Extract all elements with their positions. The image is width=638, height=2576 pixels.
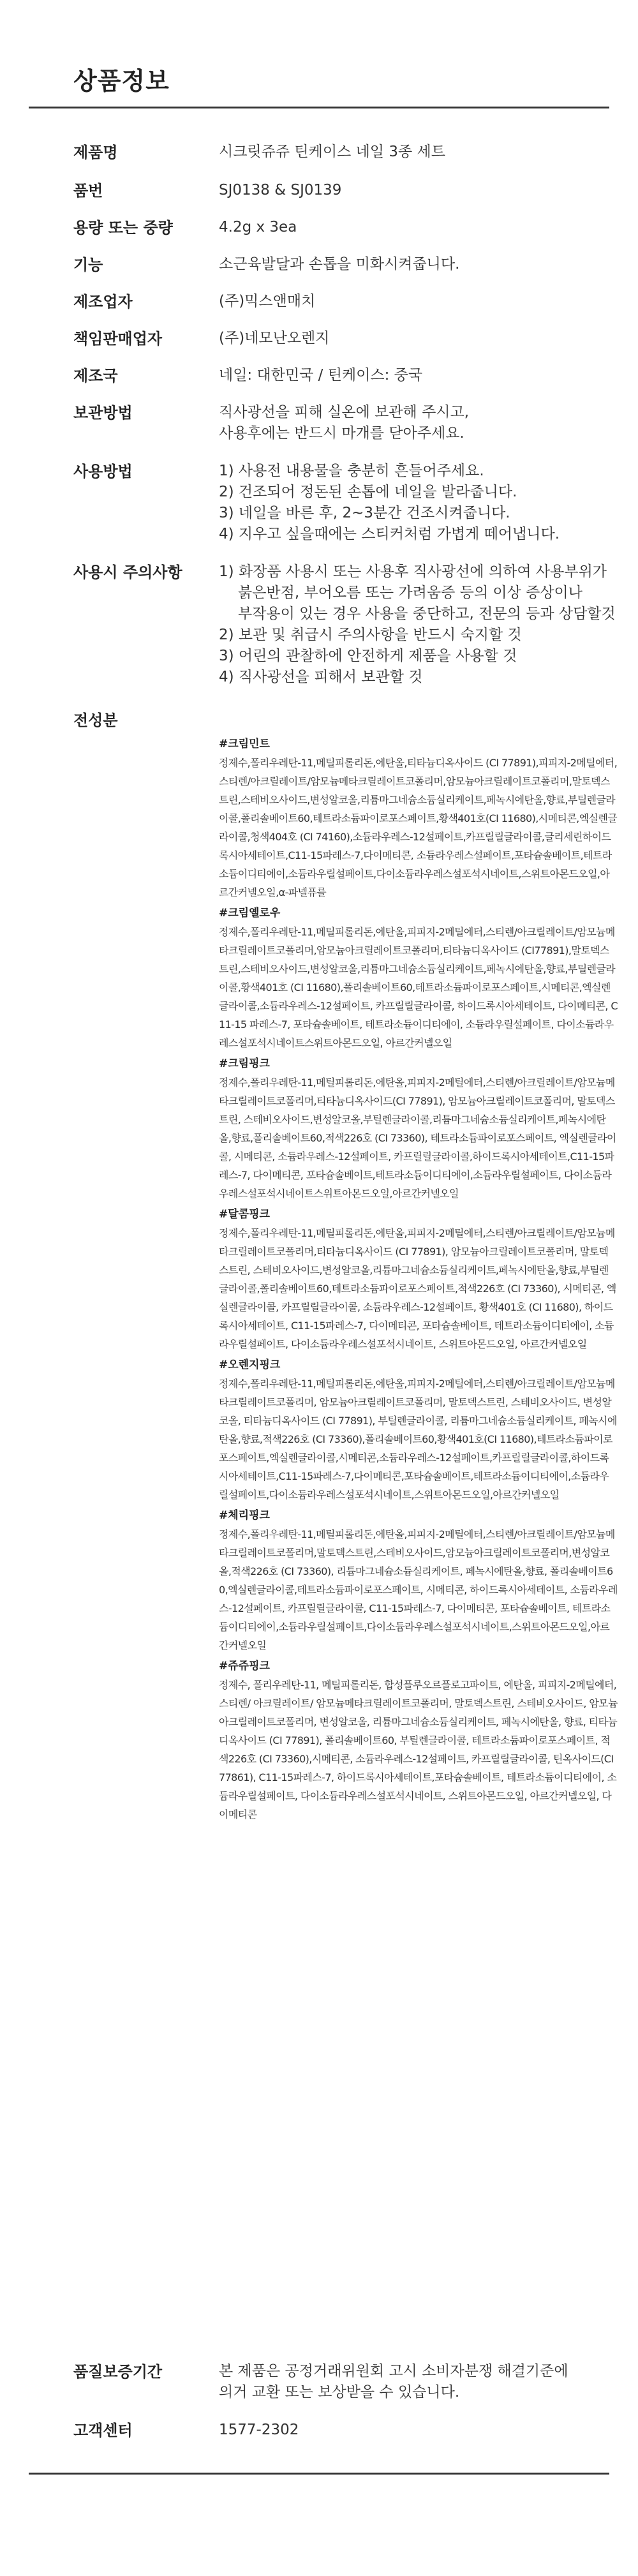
ingredient-name: #달콤핑크 [219, 1208, 270, 1221]
country-label: 제조국 [73, 367, 118, 385]
bottom-divider [29, 2473, 609, 2475]
manufacturer-value: (주)믹스앤매치 [219, 293, 316, 309]
ingredient-name: #크림옐로우 [219, 907, 281, 919]
product-name-value: 시크릿쥬쥬 틴케이스 네일 3종 세트 [219, 144, 445, 160]
page-title: 상품정보 [73, 67, 170, 95]
caution-line: 부작용이 있는 경우 사용을 중단하고, 전문의 등과 상담할것 [238, 606, 616, 622]
capacity-value: 4.2g x 3ea [219, 219, 297, 235]
warranty-label: 품질보증기간 [73, 2363, 163, 2381]
top-divider [29, 107, 609, 108]
usage-label: 사용방법 [73, 463, 133, 480]
ingredient-text: 정제수,폴리우레탄-11,메틸피롤리돈,에탄올,티타늄디옥사이드 (CI 77891),피피지-2메틸에터,스티렌/아크릴레이트/암모늄메타크릴레이트코폴리머,암모늄아크릴레이트코폴리머,말토덱스트린,스테비오사이드,변성알코올,리튬마그네슘소듐실리케이트,페녹시에탄올,향료,부틸렌글라이콜,폴리솔베이트60,테트라소듐파이로포스페이트,황색401호(CI 11680),시메티콘,엑실렌글라이콜,청색404호 (CI 74160),소듐라우레스-12설페이트,카프릴릴글라이콜,글리세린하이드록시아세테이트,C11-15파레스-7,다이메티콘, 소듐라우레스설페이트,포타슘솔베이트,테트라소듐이디티에이,소듐라우릴설페이트,다이소듐라우레스설포석시네이트,스위트아몬드오일,아르간커넬오일,α-파넬퓨를 [219, 757, 618, 898]
ingredient-text: 정제수,폴리우레탄-11,메틸피롤리돈,에탄올,피피지-2메틸에터,스티렌/아크릴레이트/암모늄메타크릴레이트코폴리머,말토덱스트린,스테비오사이드,암모늄아크릴레이트코폴리머,변성알코올,적색226호 (CI 73360), 리튬마그네슘소듐실리케이트, 페녹시에탄올,향료, 폴리솔베이트60,엑실렌글라이콜,테트라소듐파이로포스페이트, 시메티콘, 하이드록시아세테이트, 소듐라우레스-12설페이트, 카프릴릴글라이콜, C11-15파레스-7, 다이메티콘, 포타슘솔베이트, 테트라소듐이디티에이,소듐라우릴설페이트,다이소듐라우레스설포석시네이트,스위트아몬드오일,아르간커넬오일 [219, 1528, 618, 1651]
ingredient-name: #쥬쥬핑크 [219, 1660, 270, 1672]
ingredient-name: #체리핑크 [219, 1509, 270, 1522]
cs-label: 고객센터 [73, 2422, 133, 2439]
usage-step: 4) 지우고 싶을때에는 스티커처럼 가볍게 떼어냅니다. [219, 526, 560, 542]
usage-value [219, 461, 614, 545]
ingredient-name: #크림핑크 [219, 1057, 270, 1070]
usage-step: 2) 건조되어 정돈된 손톱에 네일을 발라줍니다. [219, 484, 517, 500]
seller-label: 책임판매업자 [73, 330, 163, 348]
function-label: 기능 [73, 256, 103, 274]
storage-label: 보관방법 [73, 404, 133, 422]
function-value: 소근육발달과 손톱을 미화시켜줍니다. [219, 256, 460, 272]
product-name-label: 제품명 [73, 144, 118, 161]
caution-line: 붉은반점, 부어오름 또는 가려움증 등의 이상 증상이나 [238, 584, 582, 601]
ingredient-text: 정제수,폴리우레탄-11,메틸피롤리돈,에탄올,피피지-2메틸에터,스티렌/아크릴레이트/암모늄메타크릴레이트코폴리머,티타늄디옥사이드 (CI 77891), 암모늄아크릴레이트코폴리머, 말토덱스트린, 스테비오사이드,변성알코올,리튬마그네슘소듐실리케이트,페녹시에탄올,향료,부틸렌글라이콜,폴리솔베이트60,테트라소듐파이로포스페이트,적색226호 (CI 73360), 시메티콘, 엑실렌글라이콜, 카프릴릴글라이콜, 소듐라우레스-12설페이트, 황색401호 (CI 11680), 하이드록시아세테이트, C11-15파레스-7, 다이메티콘, 포타슘솔베이트, 테트라소듐이디티에이, 소듐라우릴설페이트, 다이소듐라우레스설포석시네이트, 스위트아몬드오일, 아르간커넬오일 [219, 1227, 616, 1350]
warranty-line: 의거 교환 또는 보상받을 수 있습니다. [219, 2384, 460, 2401]
caution-line: 3) 어린의 관찰하에 안전하게 제품을 사용할 것 [219, 648, 517, 664]
seller-value: (주)네모난오렌지 [219, 330, 330, 346]
country-value: 네일: 대한민국 / 틴케이스: 중국 [219, 367, 423, 383]
storage-value [219, 402, 614, 444]
caution-value [219, 562, 614, 688]
caution-line: 2) 보관 및 취급시 주의사항을 반드시 숙지할 것 [219, 627, 522, 643]
ingredients-list [219, 735, 618, 1826]
manufacturer-label: 제조업자 [73, 293, 133, 311]
caution-label: 사용시 주의사항 [73, 563, 182, 581]
usage-step: 3) 네일을 바른 후, 2~3분간 건조시켜줍니다. [219, 505, 510, 521]
ingredient-name: #오렌지핑크 [219, 1359, 281, 1371]
warranty-value [219, 2361, 614, 2403]
warranty-line: 본 제품은 공정거래위원회 고시 소비자분쟁 해결기준에 [219, 2363, 568, 2379]
model-value: SJ0138 & SJ0139 [219, 182, 342, 198]
usage-step: 1) 사용전 내용물을 충분히 흔들어주세요. [219, 463, 484, 479]
ingredient-text: 정제수,폴리우레탄-11,메틸피롤리돈,에탄올,피피지-2메틸에터,스티렌/아크릴레이트/암모늄메타크릴레이트코폴리머,티타늄디옥사이드(CI 77891), 암모늄아크릴레이트코폴리머, 말토덱스트린, 스테비오사이드,변성알코올,부틸렌글라이콜,리튬마그네슘소듐실리케이트,페녹시에탄올,향료,폴리솔베이트60,적색226호 (CI 73360), 테트라소듐파이로포스페이트, 엑실렌글라이콜, 시메티콘, 소듐라우레스-12설페이트, 카프릴릴글라이콜,하이드록시아세테이트,C11-15파레스-7, 다이메티콘, 포타슘솔베이트,테트라소듐이디티에이,소듐라우릴설페이트, 다이소듐라우레스설포석시네이트스위트아몬드오일,아르간커넬오일 [219, 1076, 616, 1200]
cs-phone: 1577-2302 [219, 2422, 299, 2438]
capacity-label: 용량 또는 중량 [73, 219, 173, 237]
caution-line: 1) 화장품 사용시 또는 사용후 직사광선에 의하여 사용부위가 [219, 563, 607, 580]
ingredients-label: 전성분 [73, 711, 118, 729]
model-label: 품번 [73, 182, 103, 200]
storage-line: 사용후에는 반드시 마개를 닫아주세요. [219, 425, 464, 442]
caution-line: 4) 직사광선을 피해서 보관할 것 [219, 669, 423, 685]
ingredient-text: 정제수,폴리우레탄-11,메틸피롤리돈,에탄올,피피지-2메틸에터,스티렌/아크릴레이트/암모늄메타크릴레이트코폴리머, 암모늄아크릴레이트코폴리머, 말토덱스트린, 스테비오사이드, 변성알코올, 티타늄디옥사이드 (CI 77891), 부틸렌글라이콜, 리튬마그네슘소듐실리케이트, 페녹시에탄올,향료,적색226호 (CI 73360),폴리솔베이트60,황색401호(CI 11680),테트라소듐파이로포스페이트,엑실렌글라이콜,시메티콘,소듐라우레스-12설페이트,카프릴릴글라이콜,하이드록시아세테이트,C11-15파레스-7,다이메티콘,포타슘솔베이트,테트라소듐이디티에이,소듐라우릴설페이트,다이소듐라우레스설포석시네이트,스위트아몬드오일,아르간커넬오일 [219, 1378, 617, 1501]
ingredient-text: 정제수, 폴리우레탄-11, 메틸피롤리돈, 합성플루오르플로고파이트, 에탄올, 피피지-2메틸에터, 스티렌/ 아크릴레이트/ 암모늄메타크릴레이트코폴리머, 말토덱스트린, 스테비오사이드, 암모늄아크릴레이트코폴리머, 변성알코올, 리튬마그네슘소듐실리케이트, 페녹시에탄올, 향료, 티타늄디옥사이드 (CI 77891), 폴리솔베이트60, 부틸렌글라이콜, 테트라소듐파이로포스페이트, 적색226호 (CI 73360),시메티콘, 소듐라우레스-12설페이트, 카프릴릴글라이콜, 틴옥사이드(CI 77861), C11-15파레스-7, 하이드록시아세테이트,포타슘솔베이트, 테트라소듐이디티에이, 소듐라우릴설페이트, 다이소듐라우레스설포석시네이트, 스위트아몬드오일, 아르간커넬오일, 다이메티콘 [219, 1679, 619, 1820]
storage-line: 직사광선을 피해 실온에 보관해 주시고, [219, 404, 470, 421]
ingredient-name: #크림민트 [219, 738, 270, 750]
ingredient-text: 정제수,폴리우레탄-11,메틸피롤리돈,에탄올,피피지-2메틸에터,스티렌/아크릴레이트/암모늄메타크릴레이트코폴리머,암모늄아크릴레이트코폴리머,티타늄디옥사이드 (CI77891),말토덱스트린,스테비오사이드,변성알코올,리튬마그네슘소듐실리케이트,페녹시에탄올,향료,부틸렌글라이콜,황색401호 (CI 11680),폴리솔베이트60,테트라소듐파이로포스페이트,시메티콘,엑실렌글라이콜,소듐라우레스-12설페이트, 카프릴릴글라이콜, 하이드록시아세테이트, 다이메티콘, C11-15 파레스-7, 포타슘솔베이트, 테트라소듐이디티에이, 소듐라우릴설페이트, 다이소듐라우레스설포석시네이트스위트아몬드오일, 아르간커넬오일 [219, 926, 618, 1049]
